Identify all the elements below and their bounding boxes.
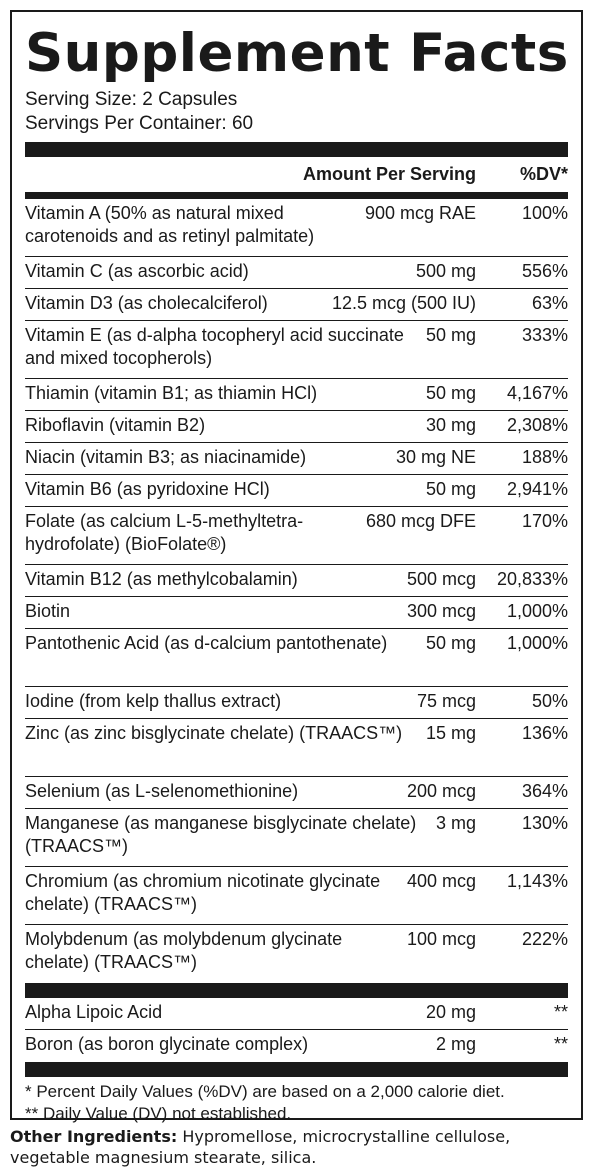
nutrient-name: Biotin: [25, 601, 71, 621]
other-ingredients-label: Other Ingredients:: [10, 1127, 178, 1146]
nutrient-amount: 300 mcg: [406, 601, 476, 621]
nutrient-amount: 12.5 mcg (500 IU): [331, 293, 476, 313]
nutrient-amount: 50 mg: [425, 633, 476, 653]
nutrient-name: Zinc (as zinc bisglycinate chelate) (TRAACS™): [25, 723, 403, 743]
table-row: [25, 443, 568, 475]
nutrient-dv: 50%: [531, 691, 568, 711]
nutrient-name: Niacin (vitamin B3; as niacinamide): [25, 447, 307, 467]
nutrient-name: Vitamin D3 (as cholecalciferol): [25, 293, 268, 313]
nutrient-amount: 30 mg NE: [395, 447, 476, 467]
nutrient-name: Chromium (as chromium nicotinate glycinate chelate) (TRAACS™): [25, 871, 381, 914]
nutrient-name: Thiamin (vitamin B1; as thiamin HCl): [25, 383, 318, 403]
nutrient-dv: 556%: [521, 261, 568, 281]
nutrient-amount: 400 mcg: [406, 871, 476, 891]
table-row: [25, 379, 568, 411]
nutrient-dv: 222%: [521, 929, 568, 949]
table-row: [25, 199, 568, 257]
nutrient-name: Selenium (as L-selenomethionine): [25, 781, 299, 801]
table-row: [25, 475, 568, 507]
table-row: [25, 687, 568, 719]
table-row: [25, 629, 568, 687]
nutrient-amount: 500 mcg: [406, 569, 476, 589]
nutrient-amount: 680 mcg DFE: [365, 511, 476, 531]
nutrient-dv: 136%: [521, 723, 568, 743]
table-row: [25, 777, 568, 809]
other-ingredients: [10, 1126, 586, 1168]
nutrient-name: Vitamin A (50% as natural mixed carotenoids and as retinyl palmitate): [25, 203, 315, 246]
nutrient-amount: 900 mcg RAE: [364, 203, 476, 223]
nutrient-dv: 364%: [521, 781, 568, 801]
panel-title: Supplement Facts: [25, 23, 569, 84]
nutrient-dv: 4,167%: [506, 383, 568, 403]
nutrient-amount: 2 mg: [435, 1034, 476, 1054]
table-row: [25, 998, 568, 1030]
table-row: [25, 257, 568, 289]
table-row: [25, 809, 568, 867]
nutrient-name: Vitamin B6 (as pyridoxine HCl): [25, 479, 270, 499]
nutrient-name: Vitamin B12 (as methylcobalamin): [25, 569, 298, 589]
nutrient-list: [25, 199, 568, 983]
nutrient-name: Boron (as boron glycinate complex): [25, 1034, 309, 1054]
nutrient-dv: 130%: [521, 813, 568, 833]
nutrient-name: Alpha Lipoic Acid: [25, 1002, 163, 1022]
header-amount: Amount Per Serving: [302, 164, 476, 184]
nutrient-dv: 170%: [521, 511, 568, 531]
nutrient-amount: 200 mcg: [406, 781, 476, 801]
table-row: [25, 565, 568, 597]
nutrient-dv: 2,308%: [506, 415, 568, 435]
table-row: [25, 321, 568, 379]
nutrient-name: Iodine (from kelp thallus extract): [25, 691, 282, 711]
divider-thick: [25, 1062, 568, 1077]
table-row: [25, 411, 568, 443]
nutrient-name: Folate (as calcium L-5-methyltetra-hydrofolate) (BioFolate®): [25, 511, 304, 554]
divider-medium: [25, 192, 568, 199]
nutrient-dv: **: [553, 1034, 568, 1054]
table-row: [25, 507, 568, 565]
table-row: [25, 719, 568, 777]
servings-per-container: Servings Per Container: 60: [25, 113, 254, 134]
serving-size: Serving Size: 2 Capsules: [25, 89, 238, 110]
nutrient-name: Molybdenum (as molybdenum glycinate chelate) (TRAACS™): [25, 929, 343, 972]
table-row: [25, 597, 568, 629]
footnotes: [25, 1077, 568, 1125]
nutrient-amount: 50 mg: [425, 383, 476, 403]
table-header: [25, 157, 568, 192]
divider-thick: [25, 983, 568, 998]
nutrient-name: Vitamin E (as d-alpha tocopheryl acid succinate and mixed tocopherols): [25, 325, 404, 368]
other-ingredients-list: [25, 998, 568, 1062]
nutrient-amount: 50 mg: [425, 325, 476, 345]
header-dv: %DV*: [519, 164, 568, 184]
nutrient-dv: 1,000%: [506, 633, 568, 653]
nutrient-dv: **: [553, 1002, 568, 1022]
nutrient-amount: 50 mg: [425, 479, 476, 499]
nutrient-dv: 1,143%: [506, 871, 568, 891]
nutrient-amount: 100 mcg: [406, 929, 476, 949]
nutrient-dv: 100%: [521, 203, 568, 223]
nutrient-name: Pantothenic Acid (as d-calcium pantothenate): [25, 633, 388, 653]
nutrient-amount: 20 mg: [425, 1002, 476, 1022]
nutrient-dv: 333%: [521, 325, 568, 345]
nutrient-name: Vitamin C (as ascorbic acid): [25, 261, 249, 281]
nutrient-amount: 500 mg: [415, 261, 476, 281]
nutrient-amount: 30 mg: [425, 415, 476, 435]
other-ingredients-text: Hypromellose, microcrystalline cellulose, vegetable magnesium stearate, silica.: [10, 1127, 511, 1167]
nutrient-amount: 15 mg: [425, 723, 476, 743]
nutrient-dv: 20,833%: [496, 569, 568, 589]
footnote-dv: * Percent Daily Values (%DV) are based on a 2,000 calorie diet.: [25, 1082, 505, 1101]
nutrient-dv: 2,941%: [506, 479, 568, 499]
table-row: [25, 289, 568, 321]
nutrient-dv: 188%: [521, 447, 568, 467]
nutrient-dv: 63%: [531, 293, 568, 313]
table-row: [25, 867, 568, 925]
table-row: [25, 1030, 568, 1062]
divider-thick: [25, 142, 568, 157]
nutrient-amount: 75 mcg: [416, 691, 476, 711]
nutrient-amount: 3 mg: [435, 813, 476, 833]
table-row: [25, 925, 568, 983]
nutrient-name: Riboflavin (vitamin B2): [25, 415, 206, 435]
footnote-not-established: ** Daily Value (DV) not established.: [25, 1104, 292, 1123]
supplement-facts-panel: [10, 10, 583, 1123]
nutrient-dv: 1,000%: [506, 601, 568, 621]
nutrient-name: Manganese (as manganese bisglycinate chelate) (TRAACS™): [25, 813, 417, 856]
